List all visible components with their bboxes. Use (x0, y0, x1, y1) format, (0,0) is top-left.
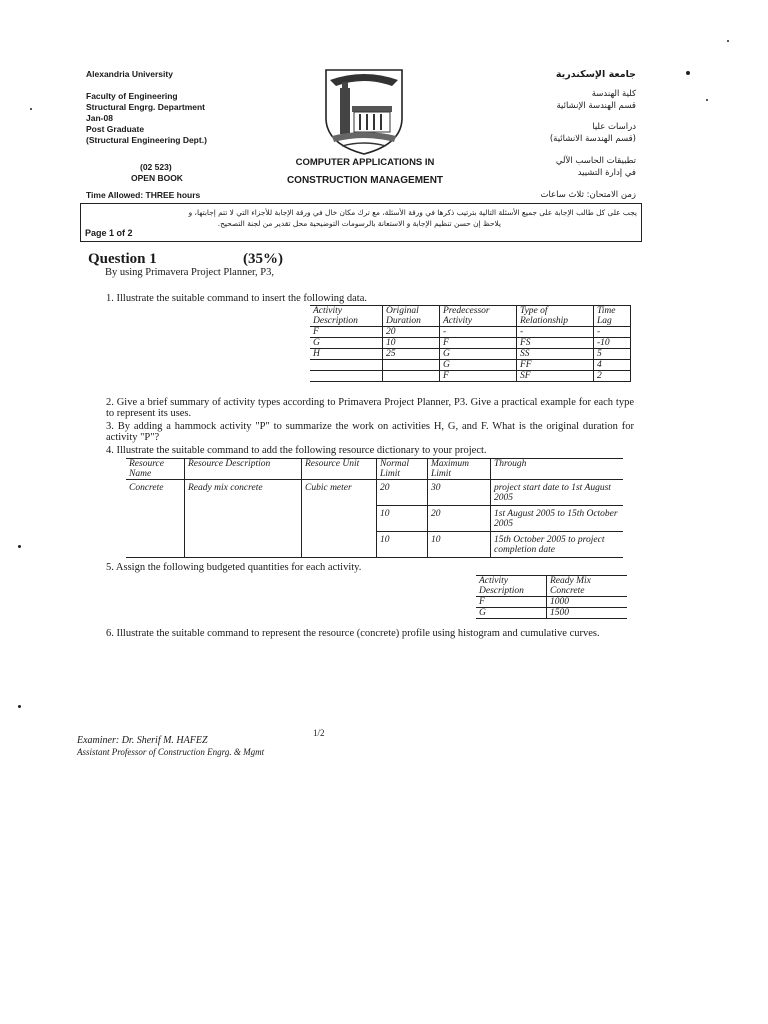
table1-cell: 2 (594, 371, 631, 382)
examiner-name: Examiner: Dr. Sherif M. HAFEZ (77, 735, 208, 746)
table2-cell: project start date to 1st August 2005 (491, 480, 624, 506)
table2-header-description: Resource Description (185, 459, 302, 480)
table1-cell: 20 (383, 327, 440, 338)
table1-cell: G (440, 360, 517, 371)
table1-cell: G (440, 349, 517, 360)
table1-cell: F (313, 327, 319, 337)
department-sub-ar: (قسم الهندسة الانشائية) (549, 134, 636, 144)
instructions-box (80, 203, 642, 242)
scan-speck (727, 40, 729, 42)
department-sub: (Structural Engineering Dept.) (86, 135, 207, 145)
course-code: (02 523) (140, 162, 172, 172)
table1-row (310, 327, 631, 338)
table2-cell: 15th October 2005 to project completion date (491, 532, 624, 558)
table3-cell: 1000 (547, 597, 628, 608)
table2-resource-description: Ready mix concrete (185, 480, 302, 558)
table2-cell: 10 (428, 532, 491, 558)
table3-header-concrete: Ready Mix Concrete (547, 576, 628, 597)
table1-header-duration: Original Duration (383, 306, 440, 327)
table2-header-name: Resource Name (129, 459, 164, 479)
question-title: Question 1 (88, 251, 157, 267)
question-item-5: 5. Assign the following budgeted quantities for each activity. (106, 562, 362, 573)
table1-cell (383, 360, 440, 371)
table1-cell: 4 (594, 360, 631, 371)
quantity-table (476, 575, 627, 619)
department-name-ar: قسم الهندسة الإنشائية (556, 101, 636, 111)
table2-cell: 10 (377, 532, 428, 558)
table1-cell: H (313, 349, 320, 359)
table2-header-maximum: Maximum Limit (428, 459, 491, 480)
table1-cell: - (594, 327, 631, 338)
question-item-1: 1. Illustrate the suitable command to insert the following data. (106, 293, 367, 304)
course-title-ar-1: تطبيقات الحاسب الآلي (555, 156, 636, 166)
table3-header-activity: Activity Description (479, 576, 524, 596)
table2-row (126, 480, 623, 506)
table1-cell: - (440, 327, 517, 338)
table1-row (310, 338, 631, 349)
university-name-ar: جامعة الإسكندرية (555, 69, 636, 80)
table1-cell: 25 (383, 349, 440, 360)
table1-cell: F (440, 371, 517, 382)
question-item-4: 4. Illustrate the suitable command to add the following resource dictionary to your project. (106, 445, 487, 456)
instructions-line2: يلاحظ إن حسن تنظيم الإجابة و الاستعانة بالرسومات التوضيحية محل تقدير من لجنة التصحيح. (217, 219, 501, 228)
table1-header-activity: Activity Description (313, 306, 358, 326)
faculty-name-ar: كلية الهندسة (591, 89, 636, 99)
table1-cell: G (313, 338, 320, 348)
table3-cell: 1500 (547, 608, 628, 619)
table1-row (310, 360, 631, 371)
table3-cell: F (479, 597, 485, 607)
level: Post Graduate (86, 124, 145, 134)
question-item-3: 3. By adding a hammock activity "P" to summarize the work on activities H, G, and F. What is the original duration for activity "P"? (106, 421, 634, 443)
course-title-line2: CONSTRUCTION MANAGEMENT (286, 175, 444, 186)
table1-cell: 10 (383, 338, 440, 349)
exam-date: Jan-08 (86, 113, 113, 123)
level-ar: دراسات عليا (592, 122, 636, 132)
page-label: Page 1 of 2 (85, 228, 133, 238)
table1-cell: SS (517, 349, 594, 360)
table1-header-relationship: Type of Relationship (517, 306, 594, 327)
table2-header-through: Through (491, 459, 624, 480)
table1-cell: 5 (594, 349, 631, 360)
question-item-2: 2. Give a brief summary of activity types according to Primavera Project Planner, P3. Give a practical example for each type to represent its uses. (106, 397, 634, 419)
table2-cell: 30 (428, 480, 491, 506)
activity-table (310, 305, 631, 382)
time-allowed-ar: زمن الامتحان: ثلاث ساعات (540, 190, 636, 200)
page-number: 1/2 (313, 728, 325, 738)
instructions-line1: يجب على كل طالب الإجابة على جميع الأسئلة التالية بترتيب ذكرها في ورقة الأسئلة، مع ترك مكان خال في ورقة الإجابة للأجزاء التي لا تتم إجابتها، و (188, 208, 637, 217)
time-allowed: Time Allowed: THREE hours (86, 190, 201, 200)
table1-row (310, 349, 631, 360)
scan-speck (18, 705, 21, 708)
table1-header-lag: Time Lag (594, 306, 631, 327)
table2-resource-name: Concrete (129, 483, 164, 493)
table2-resource-unit: Cubic meter (302, 480, 377, 558)
table1-cell: -10 (594, 338, 631, 349)
table3-row (476, 597, 627, 608)
question-weight: (35%) (243, 251, 283, 267)
examiner-position: Assistant Professor of Construction Engrg. & Mgmt (77, 747, 265, 757)
course-title-line1: COMPUTER APPLICATIONS IN (295, 157, 435, 168)
table3-cell: G (479, 608, 486, 618)
table2-header-unit: Resource Unit (302, 459, 377, 480)
department-name: Structural Engrg. Department (86, 102, 206, 112)
university-logo (322, 66, 406, 156)
table2-cell: 20 (377, 480, 428, 506)
table1-cell: SF (517, 371, 594, 382)
table1-header-predecessor: Predecessor Activity (440, 306, 517, 327)
question-item-6: 6. Illustrate the suitable command to represent the resource (concrete) profile using histogram and cumulative curves. (106, 628, 600, 639)
table1-cell: FF (517, 360, 594, 371)
table1-cell: FS (517, 338, 594, 349)
open-book-label: OPEN BOOK (131, 173, 183, 183)
scan-speck (706, 99, 708, 101)
table2-cell: 20 (428, 506, 491, 532)
faculty-name: Faculty of Engineering (86, 91, 178, 101)
table1-cell: F (440, 338, 517, 349)
table3-row (476, 608, 627, 619)
table1-cell (383, 371, 440, 382)
resource-table (126, 458, 623, 558)
table2-cell: 10 (377, 506, 428, 532)
scan-speck (686, 71, 690, 75)
question-intro: By using Primavera Project Planner, P3, (105, 267, 275, 278)
table1-row (310, 371, 631, 382)
table1-cell: - (517, 327, 594, 338)
table1-cell (310, 360, 383, 371)
course-title-ar-2: في إدارة التشييد (577, 168, 636, 178)
university-name: Alexandria University (86, 69, 173, 79)
table2-cell: 1st August 2005 to 15th October 2005 (491, 506, 624, 532)
scan-speck (30, 108, 32, 110)
table1-cell (310, 371, 383, 382)
table2-header-normal: Normal Limit (377, 459, 428, 480)
scan-speck (18, 545, 21, 548)
